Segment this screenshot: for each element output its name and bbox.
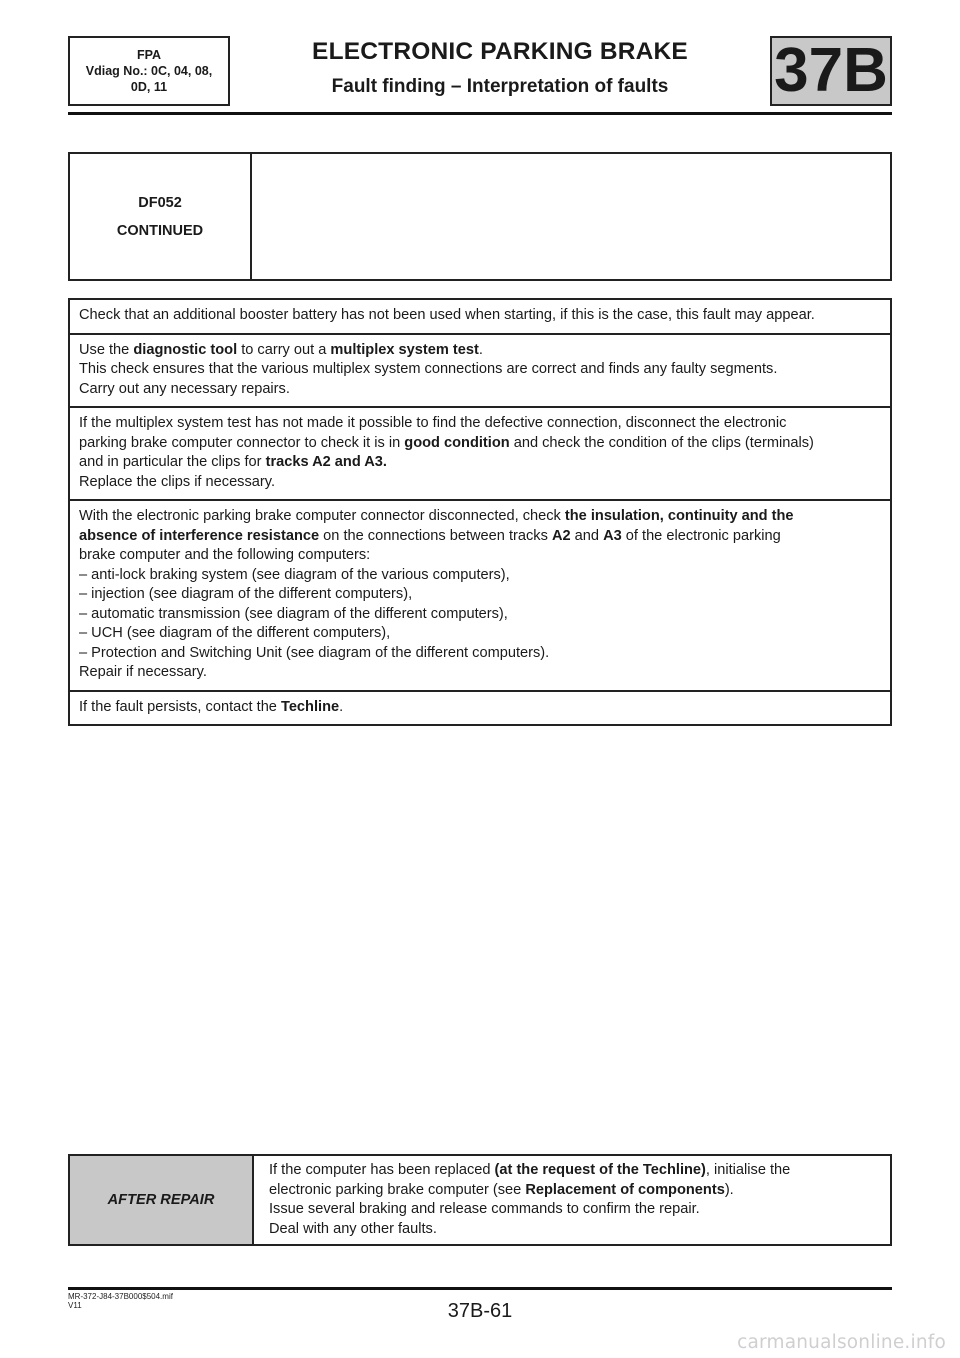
track-a2: A2 (551, 527, 571, 544)
fault-code-box (68, 152, 892, 281)
fault-status: CONTINUED (116, 222, 204, 239)
source-file-ref: MR-372-J84-37B000$504.mif (68, 1292, 173, 1301)
after-repair-line: Issue several braking and release commands to confirm the repair. (269, 1201, 700, 1217)
step-text-line: Repair if necessary. (79, 664, 207, 680)
page-subtitle: Fault finding – Interpretation of faults (331, 76, 669, 97)
fault-description-cell (252, 154, 890, 279)
text-run: If the fault persists, contact the (79, 698, 281, 715)
step-connector-check (70, 406, 890, 499)
diagnostic-tool-term: diagnostic tool (133, 341, 238, 358)
step-text-line (79, 527, 882, 547)
good-condition-term: good condition (404, 434, 510, 451)
vehicle-info-box (68, 36, 230, 106)
after-repair-text (254, 1156, 890, 1244)
text-run: electronic parking brake computer (see (269, 1181, 526, 1198)
step-text-line (79, 507, 882, 527)
text-run: Use the (79, 341, 134, 358)
step-text-line (79, 453, 882, 473)
meta-line-1: FPA (136, 48, 162, 62)
step-booster-battery (70, 300, 890, 333)
text-run: and (570, 527, 604, 544)
after-repair-line (269, 1181, 882, 1201)
text-run: With the electronic parking brake computer connector disconnected, check (79, 508, 565, 524)
procedure-table (68, 298, 892, 726)
list-item: – Protection and Switching Unit (see diagram of the different computers). (79, 644, 550, 661)
after-repair-box (68, 1154, 892, 1246)
watermark-text: carmanualsonline.info (737, 1332, 946, 1353)
step-text-line (79, 434, 882, 454)
text-run: . (339, 698, 344, 715)
techline-request-term: (at the request of the Techline) (494, 1162, 706, 1178)
step-text-line: brake computer and the following computers: (79, 547, 371, 563)
list-item: – UCH (see diagram of the different computers), (79, 625, 391, 641)
version-label: V11 (68, 1301, 82, 1310)
after-repair-label: AFTER REPAIR (70, 1156, 254, 1244)
step-text-line (79, 698, 882, 718)
page-number: 37B-61 (447, 1300, 513, 1322)
text-run: ). (724, 1181, 734, 1198)
page-title: ELECTRONIC PARKING BRAKE (312, 38, 688, 65)
step-insulation-check (70, 499, 890, 690)
step-text-line: Carry out any necessary repairs. (79, 380, 290, 397)
insulation-term: the insulation, continuity and the (564, 508, 794, 524)
multiplex-test-term: multiplex system test (330, 341, 479, 358)
after-repair-line (269, 1161, 882, 1181)
tracks-term: tracks A2 and A3. (265, 454, 387, 470)
text-run: on the connections between tracks (319, 527, 552, 544)
step-multiplex-test (70, 333, 890, 407)
fault-code: DF052 (138, 194, 182, 211)
list-item: – automatic transmission (see diagram of the different computers), (79, 605, 508, 622)
replacement-components-term: Replacement of components (525, 1181, 725, 1198)
meta-line-3: 0D, 11 (130, 80, 168, 94)
section-code-badge: 37B (770, 36, 892, 106)
list-item: – anti-lock braking system (see diagram of the various computers), (79, 566, 510, 583)
after-repair-line: Deal with any other faults. (269, 1220, 437, 1237)
step-text-line (79, 341, 882, 361)
text-run: to carry out a (237, 341, 331, 358)
step-text-line: Replace the clips if necessary. (79, 473, 276, 490)
step-contact-techline (70, 690, 890, 725)
text-run: , initialise the (705, 1162, 791, 1178)
meta-line-2: Vdiag No.: 0C, 04, 08, (85, 64, 213, 78)
text-run: If the computer has been replaced (269, 1162, 495, 1178)
techline-term: Techline (280, 698, 340, 715)
header-divider (68, 112, 892, 115)
step-text-line: If the multiplex system test has not made it possible to find the defective connection, disconnect the electronic (79, 415, 787, 431)
text-run: and check the condition of the clips (terminals) (509, 434, 814, 451)
track-a3: A3 (603, 527, 622, 544)
step-text: Check that an additional booster battery has not been used when starting, if this is the case, this fault may appear. (79, 307, 815, 323)
footer-divider (68, 1287, 892, 1290)
interference-term: absence of interference resistance (79, 527, 320, 544)
fault-code-cell (70, 154, 252, 279)
step-text-line: This check ensures that the various multiplex system connections are correct and finds any faulty segments. (79, 361, 778, 377)
text-run: . (478, 341, 483, 358)
text-run: and in particular the clips for (79, 454, 266, 470)
text-run: of the electronic parking (621, 527, 781, 544)
list-item: – injection (see diagram of the different computers), (79, 586, 413, 602)
text-run: parking brake computer connector to check it is in (79, 434, 405, 451)
